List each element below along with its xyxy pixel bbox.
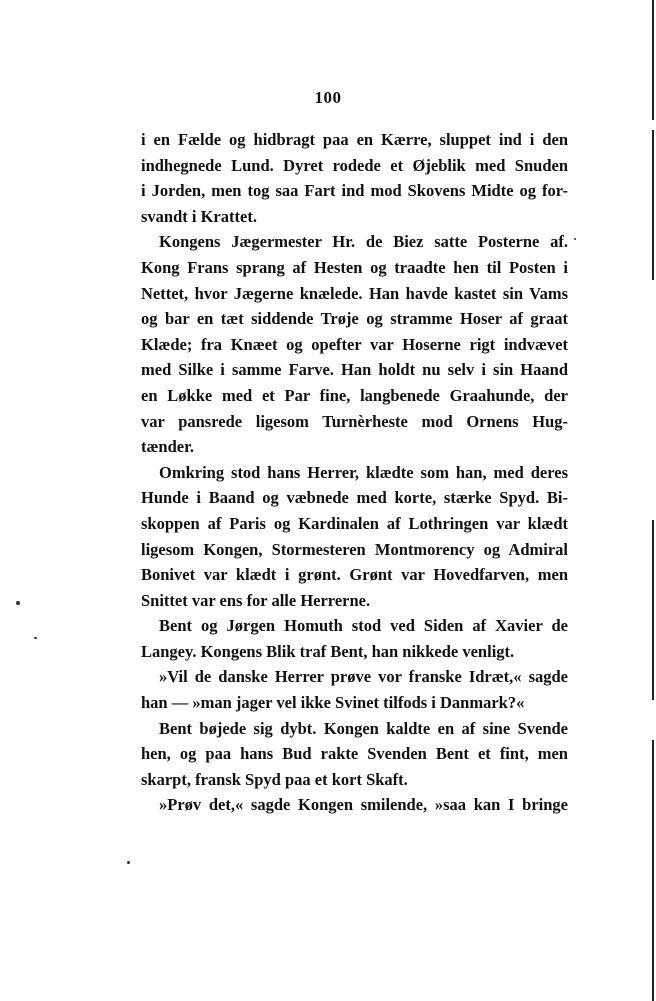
- text-line: Bonivet var klædt i grønt. Grønt var Hovedfarven, men: [141, 565, 568, 585]
- paper-speck: [34, 637, 37, 639]
- text-line: en Løkke med et Par fine, langbenede Graahunde, der: [141, 385, 568, 405]
- paragraph: [141, 664, 568, 715]
- text-line: Kongens Jægermester Hr. de Biez satte Posterne af.: [159, 232, 568, 252]
- text-line: skarpt, fransk Spyd paa et kort Skaft.: [141, 769, 408, 789]
- text-line: ligesom Kongen, Stormesteren Montmorency og Admiral: [141, 539, 568, 559]
- page-edge-line: [652, 520, 654, 700]
- paper-speck: [16, 601, 20, 605]
- text-line: Bent og Jørgen Homuth stod ved Siden af Xavier de: [159, 616, 568, 636]
- paragraph: [141, 613, 568, 664]
- text-line: indhegnede Lund. Dyret rodede et Øjeblik med Snuden: [141, 155, 568, 175]
- paragraph: [141, 460, 568, 614]
- paragraph: [141, 792, 568, 818]
- paragraph: [141, 716, 568, 793]
- text-line: Hunde i Baand og væbnede med korte, stærke Spyd. Bi-: [141, 488, 568, 508]
- paragraph: [141, 229, 568, 459]
- text-line: »Vil de danske Herrer prøve vor franske Idræt,« sagde: [159, 667, 568, 687]
- page-number: 100: [314, 88, 342, 107]
- text-line: svandt i Krattet.: [141, 206, 257, 226]
- text-line: hen, og paa hans Bud rakte Svenden Bent et fint, men: [141, 744, 568, 764]
- paper-speck: [574, 238, 576, 240]
- text-line: »Prøv det,« sagde Kongen smilende, »saa kan I bringe: [159, 795, 568, 815]
- text-line: skoppen af Paris og Kardinalen af Lothringen var klædt: [141, 513, 568, 533]
- text-line: Kong Frans sprang af Hesten og traadte hen til Posten i: [141, 257, 568, 277]
- text-line: Langey. Kongens Blik traf Bent, han nikkede venligt.: [141, 641, 515, 661]
- text-line: og bar en tæt siddende Trøje og stramme Hoser af graat: [141, 309, 568, 329]
- text-line: i en Fælde og hidbragt paa en Kærre, sluppet ind i den: [141, 130, 568, 149]
- text-line: i Jorden, men tog saa Fart ind mod Skovens Midte og for-: [141, 181, 568, 201]
- paper-speck: [127, 861, 130, 864]
- page-edge-line: [652, 130, 654, 280]
- page-edge: [650, 0, 656, 1001]
- body-text: [141, 127, 568, 818]
- text-line: Nettet, hvor Jægerne knælede. Han havde kastet sin Vams: [141, 283, 568, 303]
- text-line: var pansrede ligesom Turnèrheste mod Ornens Hug-: [141, 411, 568, 431]
- text-line: Snittet var ens for alle Herrerne.: [141, 590, 371, 610]
- text-line: Omkring stod hans Herrer, klædte som han, med deres: [159, 462, 568, 482]
- page-edge-line: [652, 0, 654, 120]
- text-line: tænder.: [141, 437, 195, 457]
- text-line: Klæde; fra Knæet og opefter var Hoserne rigt indvævet: [141, 334, 568, 354]
- text-line: han — »man jager vel ikke Svinet tilfods i Danmark?«: [141, 693, 525, 713]
- page-edge-line: [652, 740, 654, 1001]
- text-line: Bent bøjede sig dybt. Kongen kaldte en af sine Svende: [159, 718, 568, 738]
- text-line: med Silke i samme Farve. Han holdt nu selv i sin Haand: [141, 360, 568, 380]
- paragraph: [141, 127, 568, 229]
